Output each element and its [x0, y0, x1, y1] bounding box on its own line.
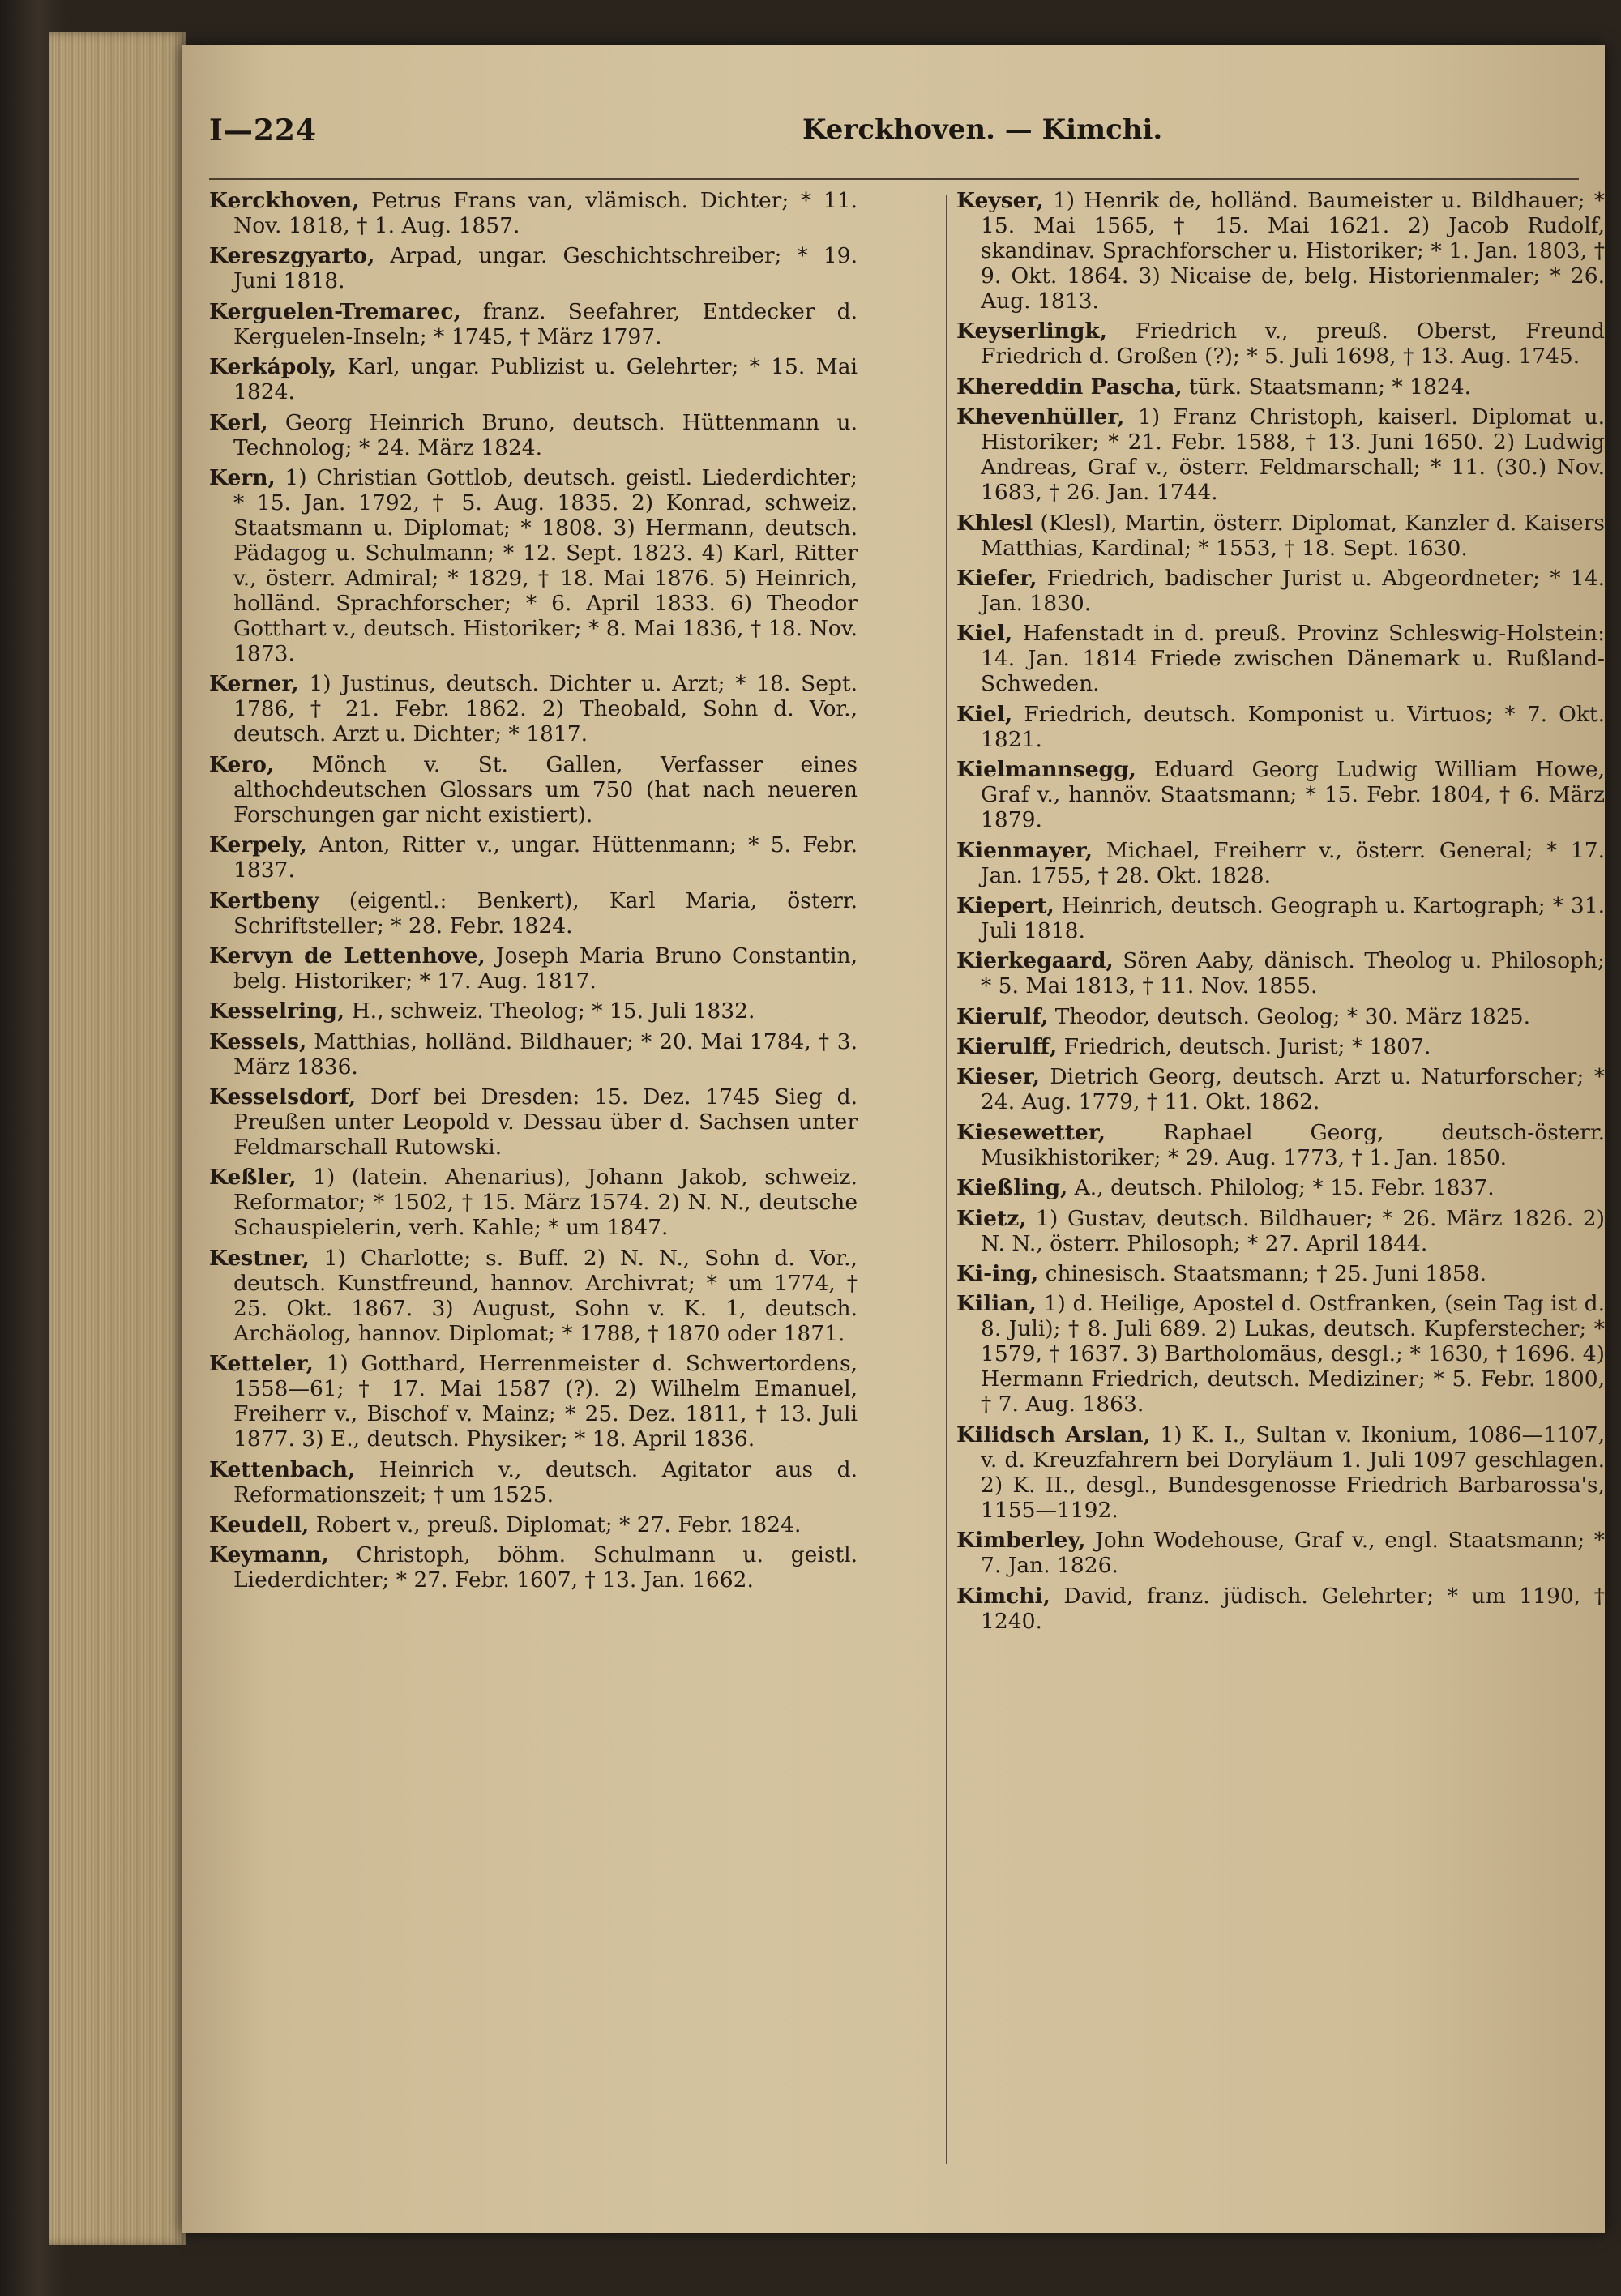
entry-headword: Kierulff,: [956, 1034, 1058, 1060]
entry-headword: Kiesewetter,: [956, 1119, 1106, 1145]
dictionary-entry: [956, 1004, 1605, 1029]
entry-text: 1) d. Heilige, Apostel d. Ostfranken, (sein Tag ist d. 8. Juli); † 8. Juli 689. 2) Lukas, deutsch. Kupferstecher; * 1579, † 1637. 3) Bartholomäus, desgl.; * 1630, † 1696. 4) Hermann Friedrich, deutsch. Mediziner; * 5. Febr. 1800, † 7. Aug. 1863.: [981, 1291, 1605, 1417]
entry-headword: Kienmayer,: [956, 837, 1093, 863]
dictionary-entry: [956, 1584, 1605, 1634]
dictionary-entry: [956, 1206, 1605, 1256]
dictionary-entry: [956, 757, 1605, 832]
dictionary-entry: [956, 1291, 1605, 1417]
dictionary-entry: [209, 998, 858, 1024]
entry-headword: Kietz,: [956, 1205, 1027, 1231]
dictionary-entry: [956, 374, 1605, 400]
entry-headword: Kielmannsegg,: [956, 757, 1136, 783]
dictionary-entry: [209, 1351, 858, 1452]
entry-text: H., schweiz. Theolog; * 15. Juli 1832.: [344, 998, 755, 1024]
dictionary-entry: [956, 1261, 1605, 1286]
entry-headword: Kieser,: [956, 1064, 1040, 1090]
dictionary-entry: [209, 1165, 858, 1240]
dictionary-entry: [209, 1457, 858, 1507]
entry-headword: Kierkegaard,: [956, 948, 1114, 974]
entry-headword: Kiefer,: [956, 565, 1037, 591]
entry-text: John Wodehouse, Graf v., engl. Staatsmann; * 7. Jan. 1826.: [981, 1528, 1605, 1579]
entry-text: Friedrich, badischer Jurist u. Abgeordneter; * 14. Jan. 1830.: [981, 565, 1605, 616]
entry-text: Heinrich v., deutsch. Agitator aus d. Reformationszeit; † um 1525.: [233, 1456, 858, 1507]
entry-headword: Kerguelen-Tremarec,: [209, 298, 461, 324]
entry-headword: Keßler,: [209, 1165, 297, 1191]
dictionary-entry: [956, 1034, 1605, 1059]
entry-text: 1) Charlotte; s. Buff. 2) N. N., Sohn d. Vor., deutsch. Kunstfreund, hannov. Archivrat; * um 1774, † 25. Okt. 1867. 3) August, Sohn v. K. 1, deutsch. Archäolog, hannov. Diplomat; * 1788, † 1870 oder 1871.: [233, 1245, 858, 1346]
entry-headword: Khlesl: [956, 510, 1033, 536]
dictionary-entry: [956, 1175, 1605, 1200]
entry-headword: Kerckhoven,: [209, 188, 360, 213]
entry-text: Heinrich, deutsch. Geograph u. Kartograph; * 31. Juli 1818.: [981, 892, 1605, 943]
dictionary-entry: [209, 410, 858, 460]
dictionary-entry: [956, 838, 1605, 888]
entry-text: 1) Gotthard, Herrenmeister d. Schwertordens, 1558—61; † 17. Mai 1587 (?). 2) Wilhelm Emanuel, Freiherr v., Bischof v. Mainz; * 25. Dez. 1811, † 13. Juli 1877. 3) E., deutsch. Physiker; * 18. April 1836.: [233, 1351, 858, 1452]
header-rule: [209, 178, 1579, 180]
dictionary-entry: [209, 354, 858, 404]
entry-text: chinesisch. Staatsmann; † 25. Juni 1858.: [1038, 1261, 1486, 1287]
dictionary-entry: [209, 888, 858, 938]
dictionary-entry: [956, 511, 1605, 561]
entry-headword: Keyser,: [956, 188, 1044, 213]
dictionary-entry: [209, 832, 858, 883]
dictionary-entry: [209, 1084, 858, 1160]
dictionary-entry: [209, 1542, 858, 1593]
entry-headword: Kimberley,: [956, 1528, 1086, 1554]
entry-text: Friedrich, deutsch. Komponist u. Virtuos; * 7. Okt. 1821.: [981, 701, 1605, 752]
dictionary-entry: [209, 1246, 858, 1346]
entry-headword: Khevenhüller,: [956, 404, 1125, 430]
dictionary-entry: [956, 1064, 1605, 1114]
dictionary-entry: [209, 299, 858, 349]
entry-headword: Kereszgyarto,: [209, 243, 375, 269]
dictionary-entry: [209, 1029, 858, 1080]
entry-text: A., deutsch. Philolog; * 15. Febr. 1837.: [1067, 1175, 1495, 1201]
entry-headword: Kero,: [209, 751, 275, 777]
page-stack-edges: [49, 32, 186, 2245]
entry-headword: Kesselsdorf,: [209, 1084, 357, 1110]
dictionary-entry: [956, 1528, 1605, 1578]
entry-headword: Kerpely,: [209, 832, 307, 858]
entry-text: David, franz. jüdisch. Gelehrter; * um 1190, † 1240.: [981, 1583, 1605, 1634]
entry-text: Arpad, ungar. Geschichtschreiber; * 19. Juni 1818.: [233, 243, 858, 294]
dictionary-entry: [956, 188, 1605, 314]
entry-headword: Kerl,: [209, 409, 268, 435]
entry-headword: Keymann,: [209, 1542, 329, 1568]
entry-headword: Keudell,: [209, 1512, 310, 1538]
entry-headword: Kiel,: [956, 621, 1013, 647]
dictionary-entry: [209, 243, 858, 293]
entry-headword: Kiepert,: [956, 892, 1054, 918]
entry-text: 1) Franz Christoph, kaiserl. Diplomat u. Historiker; * 21. Febr. 1588, † 13. Juni 1650. 2) Ludwig Andreas, Graf v., österr. Feldmarschall; * 11. (30.) Nov. 1683, † 26. Jan. 1744.: [981, 404, 1605, 506]
entry-headword: Ketteler,: [209, 1351, 314, 1377]
entry-headword: Kerkápoly,: [209, 354, 337, 380]
entry-text: türk. Staatsmann; * 1824.: [1182, 374, 1472, 400]
dictionary-entry: [956, 621, 1605, 696]
entry-headword: Kerner,: [209, 671, 299, 697]
dictionary-entry: [956, 319, 1605, 369]
entry-headword: Khereddin Pascha,: [956, 374, 1183, 400]
entry-text: Eduard Georg Ludwig William Howe, Graf v., hannöv. Staatsmann; * 15. Febr. 1804, † 6. März 1879.: [981, 757, 1605, 833]
dictionary-entry: [209, 671, 858, 746]
entry-headword: Kessels,: [209, 1028, 307, 1054]
entry-headword: Kilian,: [956, 1291, 1037, 1317]
entry-text: Karl, ungar. Publizist u. Gelehrter; * 15. Mai 1824.: [233, 354, 858, 405]
entry-text: (eigentl.: Benkert), Karl Maria, österr. Schriftsteller; * 28. Febr. 1824.: [233, 887, 858, 938]
dictionary-entry: [209, 188, 858, 238]
entry-headword: Kiel,: [956, 701, 1013, 727]
dictionary-entry: [209, 943, 858, 994]
entry-headword: Kertbeny: [209, 887, 319, 913]
entry-text: Sören Aaby, dänisch. Theolog u. Philosoph; * 5. Mai 1813, † 11. Nov. 1855.: [981, 948, 1605, 999]
entry-text: Friedrich, deutsch. Jurist; * 1807.: [1057, 1034, 1431, 1060]
entry-headword: Ki-ing,: [956, 1261, 1039, 1287]
entry-text: franz. Seefahrer, Entdecker d. Kerguelen-Inseln; * 1745, † März 1797.: [233, 298, 858, 349]
entry-text: Anton, Ritter v., ungar. Hüttenmann; * 5. Febr. 1837.: [233, 832, 858, 883]
dictionary-entry: [956, 404, 1605, 505]
entry-headword: Kilidsch Arslan,: [956, 1422, 1151, 1447]
dictionary-entry: [956, 566, 1605, 616]
entry-headword: Kießling,: [956, 1175, 1068, 1201]
entry-text: Petrus Frans van, vlämisch. Dichter; * 11. Nov. 1818, † 1. Aug. 1857.: [233, 188, 858, 238]
entry-headword: Kimchi,: [956, 1583, 1050, 1609]
entry-headword: Kierulf,: [956, 1003, 1049, 1029]
right-column: [956, 188, 1605, 1639]
running-head: Kerckhoven. — Kimchi.: [802, 113, 1163, 146]
page-number: I—224: [209, 113, 317, 148]
dictionary-entry: [956, 948, 1605, 998]
dictionary-entry: [956, 893, 1605, 943]
entry-text: Christoph, böhm. Schulmann u. geistl. Liederdichter; * 27. Febr. 1607, † 13. Jan. 1662.: [233, 1542, 858, 1593]
entry-text: Dietrich Georg, deutsch. Arzt u. Naturforscher; * 24. Aug. 1779, † 11. Okt. 1862.: [981, 1064, 1605, 1115]
entry-text: Hafenstadt in d. preuß. Provinz Schleswig-Holstein: 14. Jan. 1814 Friede zwischen Dänemark u. Rußland-Schweden.: [981, 621, 1605, 697]
entry-text: Raphael Georg, deutsch-österr. Musikhistoriker; * 29. Aug. 1773, † 1. Jan. 1850.: [981, 1119, 1605, 1170]
dictionary-entry: [956, 1422, 1605, 1523]
column-divider: [946, 195, 947, 2164]
entry-text: Mönch v. St. Gallen, Verfasser eines althochdeutschen Glossars um 750 (hat nach neueren Forschungen gar nicht existiert).: [233, 751, 858, 827]
entry-headword: Kervyn de Lettenhove,: [209, 943, 485, 968]
dictionary-entry: [209, 1512, 858, 1537]
entry-text: Matthias, holländ. Bildhauer; * 20. Mai 1784, † 3. März 1836.: [233, 1028, 858, 1080]
entry-text: Robert v., preuß. Diplomat; * 27. Febr. 1824.: [309, 1512, 802, 1538]
dictionary-entry: [956, 702, 1605, 752]
entry-text: Michael, Freiherr v., österr. General; * 17. Jan. 1755, † 28. Okt. 1828.: [981, 837, 1605, 888]
entry-text: 1) K. I., Sultan v. Ikonium, 1086—1107, v. d. Kreuzfahrern bei Doryläum 1. Juli 1097 geschlagen. 2) K. II., desgl., Bundesgenosse Friedrich Barbarossa's, 1155—1192.: [981, 1422, 1606, 1523]
entry-text: (Klesl), Martin, österr. Diplomat, Kanzler d. Kaisers Matthias, Kardinal; * 1553, † 18. Sept. 1630.: [981, 510, 1605, 561]
entry-headword: Kestner,: [209, 1245, 310, 1271]
entry-headword: Kesselring,: [209, 998, 345, 1024]
entry-text: 1) (latein. Ahenarius), Johann Jakob, schweiz. Reformator; * 1502, † 15. März 1574. 2) N. N., deutsche Schauspielerin, verh. Kahle; * um 1847.: [233, 1165, 858, 1241]
entry-text: Friedrich v., preuß. Oberst, Freund Friedrich d. Großen (?); * 5. Juli 1698, † 13. Aug. 1745.: [981, 319, 1605, 370]
dictionary-entry: [209, 752, 858, 827]
entry-text: 1) Gustav, deutsch. Bildhauer; * 26. März 1826. 2) N. N., österr. Philosoph; * 27. April 1844.: [981, 1205, 1605, 1256]
entry-text: Georg Heinrich Bruno, deutsch. Hüttenmann u. Technolog; * 24. März 1824.: [233, 409, 858, 460]
entry-text: Dorf bei Dresden: 15. Dez. 1745 Sieg d. Preußen unter Leopold v. Dessau über d. Sachsen unter Feldmarschall Rutowski.: [233, 1084, 858, 1161]
entry-text: Theodor, deutsch. Geolog; * 30. März 1825.: [1048, 1003, 1530, 1029]
dictionary-entry: [956, 1120, 1605, 1170]
entry-text: 1) Henrik de, holländ. Baumeister u. Bildhauer; * 15. Mai 1565, † 15. Mai 1621. 2) Jacob Rudolf, skandinav. Sprachforscher u. Historiker; * 1. Jan. 1803, † 9. Okt. 1864. 3) Nicaise de, belg. Historienmaler; * 26. Aug. 1813.: [981, 188, 1605, 314]
entry-text: Joseph Maria Bruno Constantin, belg. Historiker; * 17. Aug. 1817.: [233, 943, 858, 994]
entry-headword: Kern,: [209, 464, 276, 490]
entry-text: 1) Justinus, deutsch. Dichter u. Arzt; * 18. Sept. 1786, † 21. Febr. 1862. 2) Theobald, Sohn d. Vor., deutsch. Arzt u. Dichter; * 1817.: [233, 671, 858, 747]
entry-headword: Kettenbach,: [209, 1456, 356, 1482]
entry-headword: Keyserlingk,: [956, 319, 1107, 344]
entry-text: 1) Christian Gottlob, deutsch. geistl. Liederdichter; * 15. Jan. 1792, † 5. Aug. 1835. 2) Konrad, schweiz. Staatsmann u. Diplomat; * 1808. 3) Hermann, deutsch. Pädagog u. Schulmann; * 12. Sept. 1823. 4) Karl, Ritter v., österr. Admiral; * 1829, † 18. Mai 1876. 5) Heinrich, holländ. Sprachforscher; * 6. April 1833. 6) Theodor Gotthart v., deutsch. Historiker; * 8. Mai 1836, † 18. Nov. 1873.: [233, 464, 858, 666]
left-column: [209, 188, 858, 1598]
dictionary-entry: [209, 465, 858, 666]
